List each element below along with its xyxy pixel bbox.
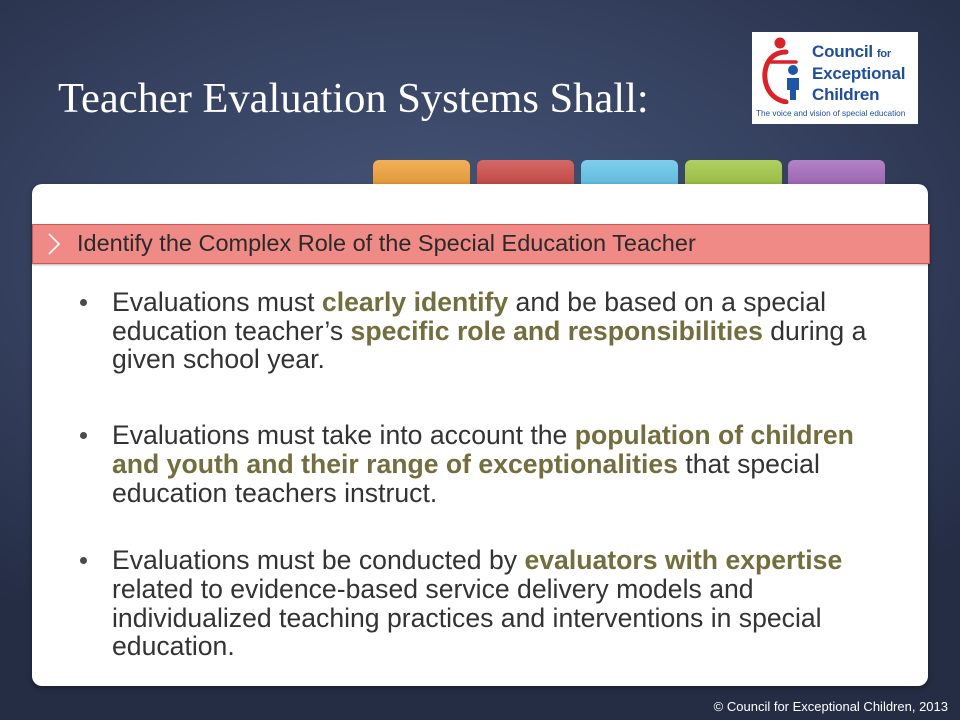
- bullet-emphasis: population of children and youth and their range of exceptionalities: [112, 420, 854, 479]
- bullet-text-segment: Evaluations must be conducted by: [112, 545, 525, 576]
- slide-title: Teacher Evaluation Systems Shall:: [58, 75, 649, 122]
- bullet-emphasis: specific role and responsibilities: [350, 315, 763, 346]
- bullet-emphasis: clearly identify: [321, 287, 509, 317]
- logo-name-line-1: [812, 42, 891, 64]
- logo-exceptional: Exceptional: [812, 64, 906, 83]
- banner-heading: Identify the Complex Role of the Special Education Teacher: [77, 230, 696, 256]
- bullet-item: [80, 421, 887, 507]
- bullet-item: [80, 288, 887, 374]
- section-banner: [32, 224, 930, 264]
- bullet-text: [112, 545, 842, 661]
- bullet-text-segment: during a given school year.: [112, 315, 867, 375]
- bullet-text-segment: related to evidence-based service delivery models and individualized teaching practices and interventions in special education.: [112, 573, 822, 662]
- bullet-text: [112, 287, 866, 374]
- bullet-text-segment: and be based on a special education teacher’s: [112, 287, 827, 346]
- logo-for: for: [876, 48, 892, 60]
- bullet-emphasis: evaluators with expertise: [524, 545, 843, 576]
- bullet-dot: [80, 299, 87, 306]
- chevron-right-icon: [46, 232, 62, 256]
- bullet-dot: [80, 432, 87, 439]
- bullet-dot: [80, 557, 87, 564]
- bullet-text-segment: Evaluations must: [112, 287, 322, 317]
- copyright-footer: © Council for Exceptional Children, 2013: [713, 699, 948, 714]
- logo-tagline: The voice and vision of special education: [756, 109, 906, 118]
- bullet-text-segment: Evaluations must take into account the: [112, 420, 575, 451]
- cec-figures-icon: [756, 36, 808, 104]
- bullet-text-segment: that special education teachers instruct.: [112, 448, 820, 508]
- bullet-text: [112, 420, 854, 507]
- bullet-list: [80, 288, 887, 661]
- bullet-item: [80, 546, 887, 661]
- logo-council: Council: [812, 42, 873, 61]
- logo-children: Children: [812, 85, 880, 104]
- cec-logo: [752, 32, 918, 124]
